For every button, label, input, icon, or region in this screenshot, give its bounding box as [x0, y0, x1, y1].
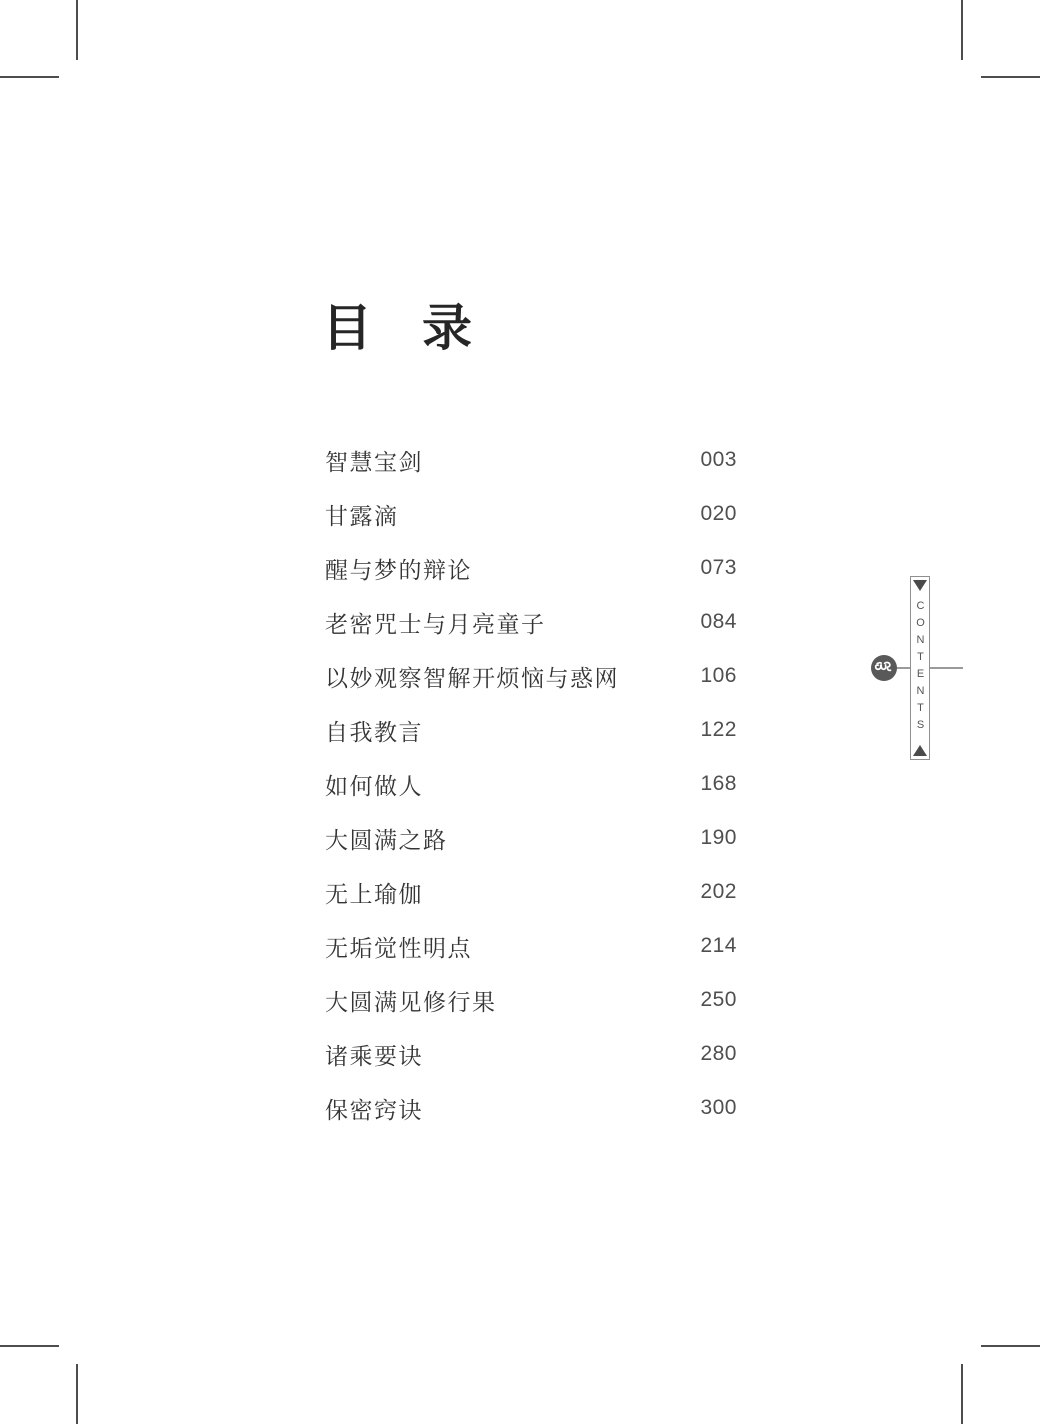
toc-item-title: 醒与梦的辩论 [325, 557, 472, 583]
toc-row [325, 1081, 737, 1135]
triangle-down-icon [913, 580, 927, 591]
toc-row [325, 649, 737, 703]
toc-item-page: 073 [700, 556, 737, 579]
toc-item-title: 大圆满之路 [325, 827, 448, 853]
toc-item-title: 以妙观察智解开烦恼与惑网 [325, 665, 619, 691]
page-title: 目 录 [322, 300, 472, 356]
toc-item-title: 老密咒士与月亮童子 [325, 611, 546, 637]
toc-item-page: 214 [700, 934, 737, 957]
toc-row [325, 811, 737, 865]
toc-row [325, 487, 737, 541]
crop-mark-top-left-vertical [76, 0, 78, 60]
toc-row [325, 433, 737, 487]
crop-mark-top-right-horizontal [981, 76, 1040, 78]
crop-mark-top-right-vertical [961, 0, 963, 60]
toc-item-title: 无垢觉性明点 [325, 935, 472, 961]
toc-item-page: 084 [700, 610, 737, 633]
toc-item-page: 003 [700, 448, 737, 471]
toc-item-page: 020 [700, 502, 737, 525]
crop-mark-top-left-horizontal [0, 76, 59, 78]
toc-row [325, 541, 737, 595]
toc-item-page: 122 [700, 718, 737, 741]
crop-mark-bottom-right-vertical [961, 1364, 963, 1424]
crop-mark-bottom-right-horizontal [981, 1345, 1040, 1347]
toc-row [325, 595, 737, 649]
toc-item-title: 大圆满见修行果 [325, 989, 497, 1015]
toc-item-title: 甘露滴 [325, 503, 399, 529]
seed-syllable-badge [871, 655, 897, 681]
toc-item-title: 自我教言 [325, 719, 423, 745]
toc-item-page: 280 [700, 1042, 737, 1065]
toc-item-title: 诸乘要诀 [325, 1043, 423, 1069]
crop-mark-bottom-left-horizontal [0, 1345, 59, 1347]
toc-list [325, 433, 737, 1135]
toc-item-page: 250 [700, 988, 737, 1011]
toc-item-page: 168 [700, 772, 737, 795]
seed-syllable-icon [871, 655, 897, 681]
toc-item-title: 智慧宝剑 [325, 449, 423, 475]
toc-item-page: 202 [700, 880, 737, 903]
toc-item-title: 保密窍诀 [325, 1097, 423, 1123]
toc-row [325, 919, 737, 973]
toc-row [325, 973, 737, 1027]
toc-item-page: 300 [700, 1096, 737, 1119]
toc-item-title: 无上瑜伽 [325, 881, 423, 907]
contents-tab [910, 576, 930, 760]
toc-row [325, 1027, 737, 1081]
contents-label: CONTENTS [914, 600, 927, 736]
toc-row [325, 865, 737, 919]
crop-mark-bottom-left-vertical [76, 1364, 78, 1424]
toc-row [325, 757, 737, 811]
toc-row [325, 703, 737, 757]
toc-item-page: 106 [700, 664, 737, 687]
toc-item-page: 190 [700, 826, 737, 849]
triangle-up-icon [913, 745, 927, 756]
toc-item-title: 如何做人 [325, 773, 423, 799]
